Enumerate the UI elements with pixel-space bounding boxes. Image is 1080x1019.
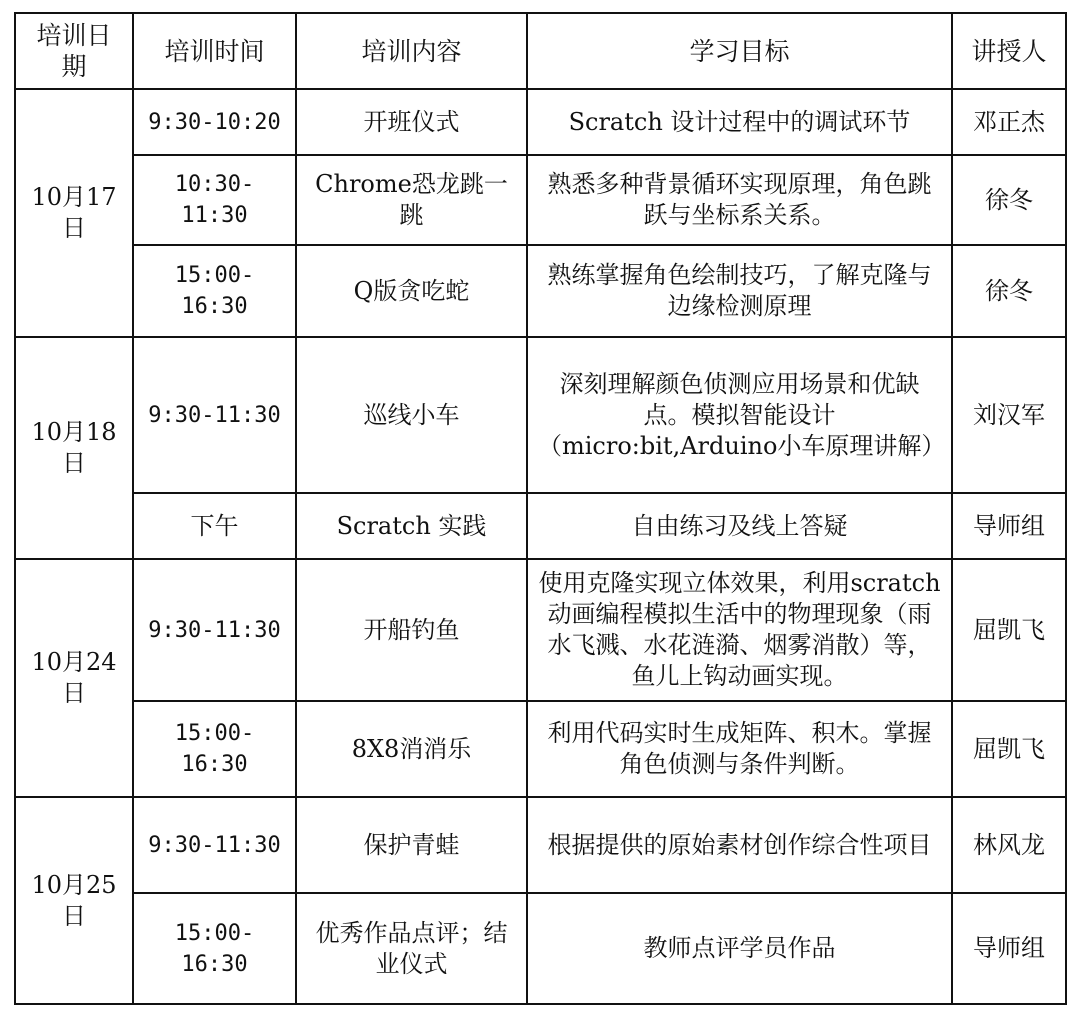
table-row bbox=[15, 337, 1066, 493]
content-cell: 开船钓鱼 bbox=[296, 559, 527, 701]
goal-cell: Scratch 设计过程中的调试环节 bbox=[527, 89, 952, 155]
goal-cell: 利用代码实时生成矩阵、积木。掌握角色侦测与条件判断。 bbox=[527, 701, 952, 797]
teacher-cell: 导师组 bbox=[952, 893, 1066, 1004]
training-schedule-table bbox=[14, 12, 1067, 1005]
time-cell: 9:30-10:20 bbox=[133, 89, 296, 155]
teacher-cell: 徐冬 bbox=[952, 245, 1066, 337]
teacher-cell: 屈凯飞 bbox=[952, 559, 1066, 701]
header-goal: 学习目标 bbox=[527, 13, 952, 89]
content-cell: 8X8消消乐 bbox=[296, 701, 527, 797]
teacher-cell: 屈凯飞 bbox=[952, 701, 1066, 797]
table-row bbox=[15, 245, 1066, 337]
content-cell: 保护青蛙 bbox=[296, 797, 527, 893]
table-row bbox=[15, 701, 1066, 797]
time-cell: 15:00-16:30 bbox=[133, 893, 296, 1004]
header-time: 培训时间 bbox=[133, 13, 296, 89]
time-cell: 9:30-11:30 bbox=[133, 559, 296, 701]
table-row bbox=[15, 493, 1066, 559]
goal-cell: 自由练习及线上答疑 bbox=[527, 493, 952, 559]
date-cell: 10月18日 bbox=[15, 337, 133, 559]
teacher-cell: 邓正杰 bbox=[952, 89, 1066, 155]
goal-cell: 深刻理解颜色侦测应用场景和优缺点。模拟智能设计（micro:bit,Arduino小车原理讲解） bbox=[527, 337, 952, 493]
content-cell: 开班仪式 bbox=[296, 89, 527, 155]
goal-cell: 熟练掌握角色绘制技巧，了解克隆与边缘检测原理 bbox=[527, 245, 952, 337]
table-row bbox=[15, 559, 1066, 701]
header-teacher: 讲授人 bbox=[952, 13, 1066, 89]
time-cell: 10:30-11:30 bbox=[133, 155, 296, 245]
table-row bbox=[15, 89, 1066, 155]
table-row bbox=[15, 797, 1066, 893]
time-cell: 15:00-16:30 bbox=[133, 245, 296, 337]
teacher-cell: 导师组 bbox=[952, 493, 1066, 559]
date-cell: 10月25日 bbox=[15, 797, 133, 1004]
teacher-cell: 刘汉军 bbox=[952, 337, 1066, 493]
date-cell: 10月24日 bbox=[15, 559, 133, 797]
content-cell: Q版贪吃蛇 bbox=[296, 245, 527, 337]
content-cell: 优秀作品点评；结业仪式 bbox=[296, 893, 527, 1004]
content-cell: Chrome恐龙跳一跳 bbox=[296, 155, 527, 245]
time-cell: 9:30-11:30 bbox=[133, 797, 296, 893]
goal-cell: 熟悉多种背景循环实现原理，角色跳跃与坐标系关系。 bbox=[527, 155, 952, 245]
date-cell: 10月17日 bbox=[15, 89, 133, 337]
time-cell: 15:00-16:30 bbox=[133, 701, 296, 797]
header-date: 培训日期 bbox=[15, 13, 133, 89]
content-cell: Scratch 实践 bbox=[296, 493, 527, 559]
goal-cell: 根据提供的原始素材创作综合性项目 bbox=[527, 797, 952, 893]
content-cell: 巡线小车 bbox=[296, 337, 527, 493]
goal-cell: 使用克隆实现立体效果，利用scratch动画编程模拟生活中的物理现象（雨水飞溅、水花涟漪、烟雾消散）等，鱼儿上钩动画实现。 bbox=[527, 559, 952, 701]
time-cell: 下午 bbox=[133, 493, 296, 559]
time-cell: 9:30-11:30 bbox=[133, 337, 296, 493]
header-content: 培训内容 bbox=[296, 13, 527, 89]
teacher-cell: 徐冬 bbox=[952, 155, 1066, 245]
header-row bbox=[15, 13, 1066, 89]
table-row bbox=[15, 155, 1066, 245]
goal-cell: 教师点评学员作品 bbox=[527, 893, 952, 1004]
table-row bbox=[15, 893, 1066, 1004]
teacher-cell: 林风龙 bbox=[952, 797, 1066, 893]
